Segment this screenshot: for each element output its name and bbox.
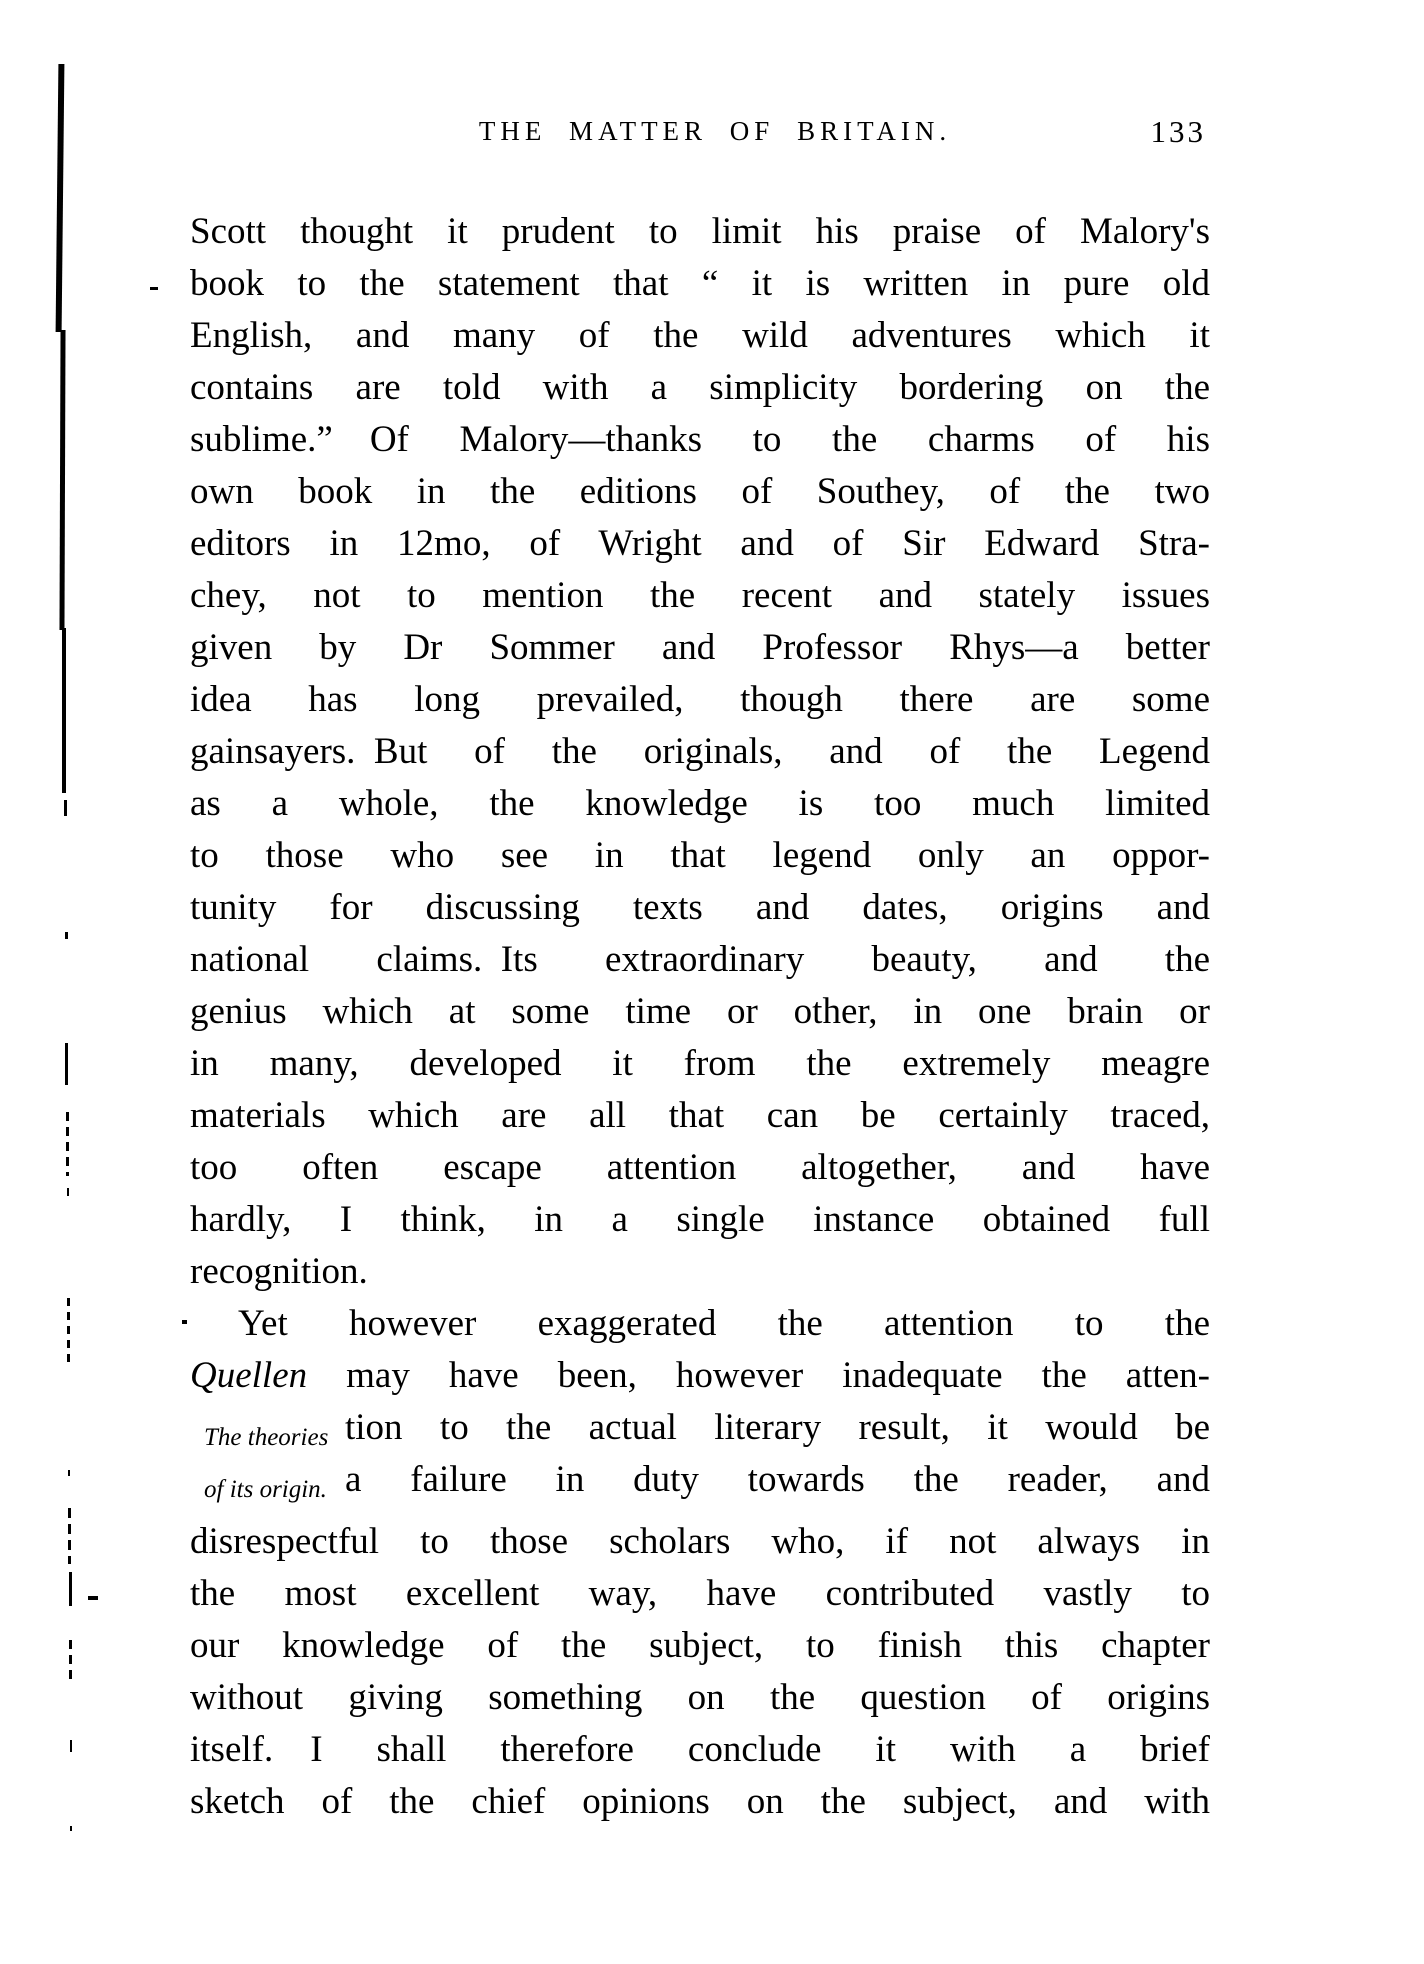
text-line: sublime.” Of Malory—thanks to the charms of his	[190, 419, 1210, 460]
text-line: materials which are all that can be certainly traced,	[190, 1095, 1210, 1136]
text-line: English, and many of the wild adventures which it	[190, 315, 1210, 356]
text-line-with-italic	[190, 1350, 1210, 1402]
margin-note-line: of its origin.	[204, 1476, 327, 1503]
text-line: editors in 12mo, of Wright and of Sir Edward Stra-	[190, 523, 1210, 564]
text-block	[190, 206, 1210, 1828]
text-line: itself. I shall therefore conclude it with a brief	[190, 1729, 1210, 1770]
scan-artifact-gutter-line	[70, 1740, 72, 1752]
text-line: sketch of the chief opinions on the subject, and with	[190, 1781, 1210, 1822]
text-line: chey, not to mention the recent and stately issues	[190, 575, 1210, 616]
scan-artifact-speck	[150, 287, 158, 290]
scan-artifact-gutter-line	[68, 1470, 70, 1476]
text-line: given by Dr Sommer and Professor Rhys—a better	[190, 627, 1210, 668]
scan-artifact-speck	[88, 1596, 98, 1600]
italic-word: Quellen	[190, 1355, 308, 1396]
scan-artifact-gutter-line	[56, 64, 65, 332]
scan-artifact-gutter-line	[67, 1188, 69, 1196]
scan-artifact-gutter-line	[65, 1043, 68, 1085]
text-line: hardly, I think, in a single instance obtained full	[190, 1199, 1210, 1240]
page-header	[190, 116, 1210, 156]
text-line: idea has long prevailed, though there are some	[190, 679, 1210, 720]
text-line: as a whole, the knowledge is too much limited	[190, 783, 1210, 824]
paragraph-last-line: recognition.	[190, 1251, 368, 1292]
text-line: in many, developed it from the extremely meagre	[190, 1043, 1210, 1084]
margin-note	[204, 1402, 345, 1516]
margin-note-line: The theories	[204, 1424, 329, 1451]
text-line: contains are told with a simplicity bordering on the	[190, 367, 1210, 408]
text-line: book to the statement that “ it is written in pure old	[190, 263, 1210, 304]
text-line: gainsayers. But of the originals, and of the Legend	[190, 731, 1210, 772]
scan-artifact-gutter-line	[68, 1508, 71, 1564]
scan-artifact-gutter-line	[69, 1640, 72, 1684]
scan-artifact-gutter-line	[66, 1112, 69, 1176]
scan-artifact-gutter-line	[65, 932, 68, 939]
scan-artifact-speck	[182, 1320, 187, 1324]
text-line: own book in the editions of Southey, of the two	[190, 471, 1210, 512]
scan-artifact-gutter-line	[69, 1572, 72, 1606]
scan-artifact-gutter-line	[67, 1298, 70, 1362]
paragraph-first-line: Yet however exaggerated the attention to the	[238, 1303, 1210, 1344]
text-line: the most excellent way, have contributed vastly to	[190, 1573, 1210, 1614]
text-line: Scott thought it prudent to limit his praise of Malory's	[190, 211, 1210, 252]
text-line: too often escape attention altogether, and have	[190, 1147, 1210, 1188]
text-line-rest: may have been, however inadequate the atten-	[307, 1355, 1210, 1396]
scan-artifact-gutter-line	[64, 800, 67, 816]
text-line: disrespectful to those scholars who, if not always in	[190, 1521, 1210, 1562]
text-line: a failure in duty towards the reader, and	[345, 1459, 1210, 1500]
text-line: our knowledge of the subject, to finish this chapter	[190, 1625, 1210, 1666]
scan-artifact-gutter-line	[62, 628, 66, 793]
page-number: 133	[1150, 114, 1206, 149]
cutin-text-column	[345, 1402, 1210, 1516]
text-line: tion to the actual literary result, it would be	[345, 1407, 1210, 1448]
text-line: national claims. Its extraordinary beauty, and the	[190, 939, 1210, 980]
text-line: to those who see in that legend only an oppor-	[190, 835, 1210, 876]
cutin-note-row	[190, 1402, 1210, 1516]
text-line: genius which at some time or other, in one brain or	[190, 991, 1210, 1032]
running-header-title: THE MATTER OF BRITAIN.	[478, 116, 952, 146]
scan-artifact-gutter-line	[70, 1826, 72, 1831]
text-line: tunity for discussing texts and dates, origins and	[190, 887, 1210, 928]
text-line: without giving something on the question of origins	[190, 1677, 1210, 1718]
scan-artifact-gutter-line	[59, 330, 65, 630]
